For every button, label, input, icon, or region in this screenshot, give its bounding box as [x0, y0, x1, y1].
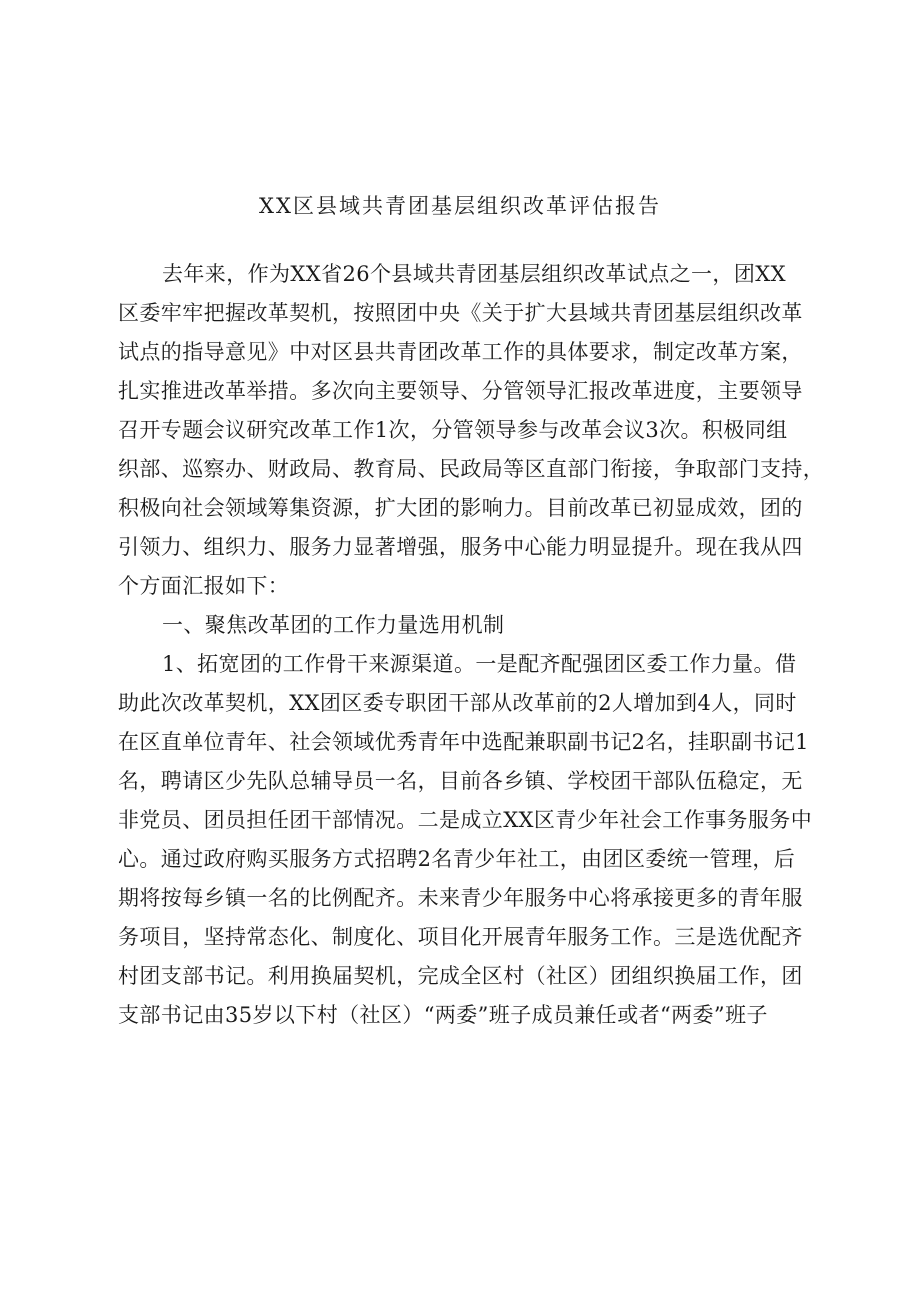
- document-body: [118, 255, 825, 1035]
- paragraph-line: 织部、巡察办、财政局、教育局、民政局等区直部门衔接，争取部门支持，: [118, 457, 825, 481]
- paragraph-line: 在区直单位青年、社会领域优秀青年中选配兼职副书记2名，挂职副书记1: [118, 730, 809, 754]
- paragraph-line: 引领力、组织力、服务力显著增强，服务中心能力明显提升。现在我从四: [118, 535, 803, 559]
- paragraph-line: 积极向社会领域筹集资源，扩大团的影响力。目前改革已初显成效，团的: [118, 496, 803, 520]
- paragraph-line: 名，聘请区少先队总辅导员一名，目前各乡镇、学校团干部队伍稳定，无: [118, 769, 803, 793]
- paragraph-line: 试点的指导意见》中对区县共青团改革工作的具体要求，制定改革方案，: [118, 340, 803, 364]
- paragraph-line: 支部书记由35岁以下村（社区）“两委”班子成员兼任或者“两委”班子: [118, 1003, 768, 1027]
- paragraph-line: 1、拓宽团的工作骨干来源渠道。一是配齐配强团区委工作力量。借: [162, 652, 797, 676]
- paragraph-line: 期将按每乡镇一名的比例配齐。未来青少年服务中心将承接更多的青年服: [118, 886, 803, 910]
- paragraph-line: 个方面汇报如下：: [118, 574, 290, 598]
- paragraph-line: 助此次改革契机，XX团区委专职团干部从改革前的2人增加到4人，同时: [118, 691, 797, 715]
- paragraph-line: 村团支部书记。利用换届契机，完成全区村（社区）团组织换届工作，团: [118, 964, 803, 988]
- paragraph-line: 心。通过政府购买服务方式招聘2名青少年社工，由团区委统一管理，后: [118, 847, 796, 871]
- paragraph-line: 务项目，坚持常态化、制度化、项目化开展青年服务工作。三是选优配齐: [118, 925, 803, 949]
- paragraph-line: 去年来，作为XX省26个县域共青团基层组织改革试点之一，团XX: [162, 262, 786, 286]
- document-title: XX区县域共青团基层组织改革评估报告: [259, 194, 661, 218]
- section-heading: 一、聚焦改革团的工作力量选用机制: [162, 613, 505, 637]
- paragraph-line: 非党员、团员担任团干部情况。二是成立XX区青少年社会工作事务服务中: [118, 808, 813, 832]
- paragraph-line: 扎实推进改革举措。多次向主要领导、分管领导汇报改革进度，主要领导: [118, 379, 803, 403]
- paragraph-line: 召开专题会议研究改革工作1次，分管领导参与改革会议3次。积极同组: [118, 418, 788, 442]
- paragraph-line: 区委牢牢把握改革契机，按照团中央《关于扩大县域共青团基层组织改革: [118, 301, 803, 325]
